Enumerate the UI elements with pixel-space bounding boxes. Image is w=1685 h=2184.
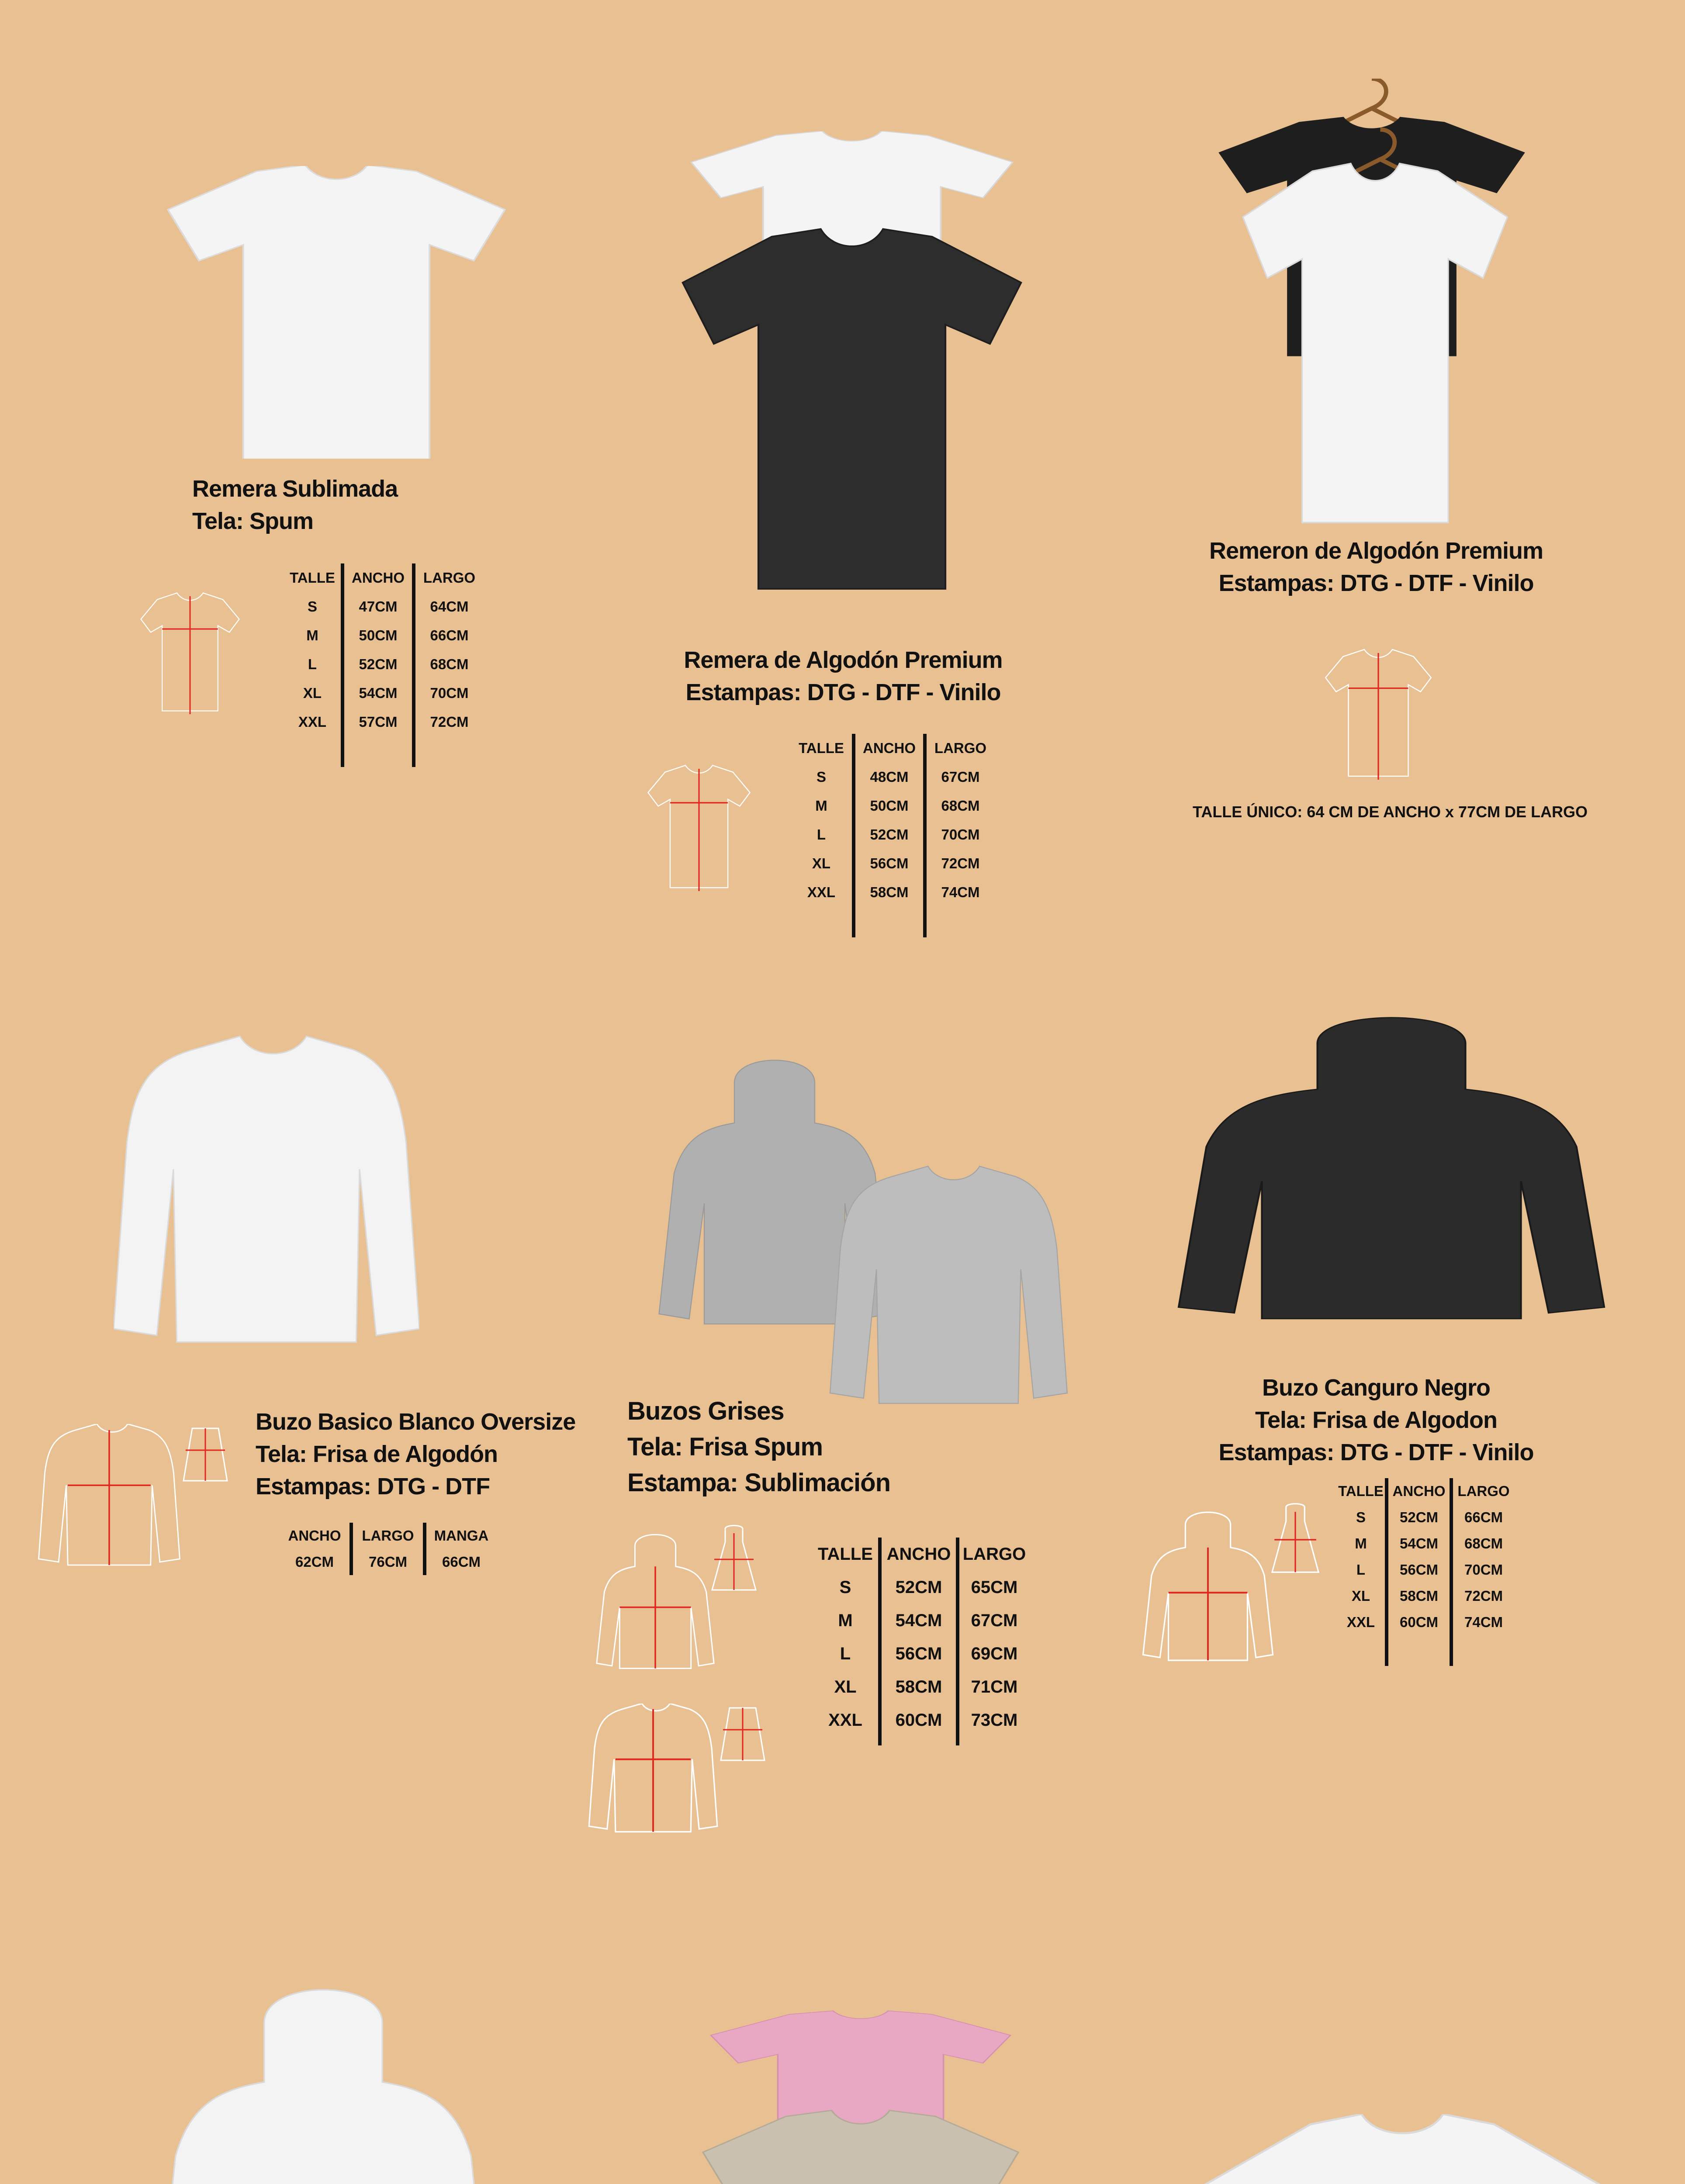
measure-sketch-tee-2 <box>638 747 760 913</box>
measure-sketch-tee-3 <box>1315 633 1442 799</box>
size-table-1: TALLE S M L XL XXL ANCHO 47CM 50CM 52CM 54CM 57CM LARGO 64CM 66CM 68CM 70CM 72CM <box>284 563 483 767</box>
measure-sketch-hood-black <box>1140 1503 1276 1669</box>
product-photo-canguro-blanco <box>144 1979 502 2184</box>
single-size-label: TALLE ÚNICO: 64 CM DE ANCHO x 77CM DE LARGO <box>1193 803 1588 821</box>
measure-sketch-sweat-grey <box>585 1704 721 1835</box>
size-table-6: TALLE S M L XL XXL ANCHO 52CM 54CM 56CM 58CM 60CM LARGO 66CM 68CM 70CM 72CM 74CM <box>1337 1478 1514 1666</box>
product-photo-buzo-basico <box>114 1022 419 1363</box>
product-title-3: Remeron de Algodón Premium Estampas: DTG - DTF - Vinilo <box>1209 538 1543 596</box>
product-photo-remera-oversize <box>695 2009 1027 2184</box>
product-photo-remera-algodon <box>673 131 1031 594</box>
product-photo-remeron <box>1210 79 1533 529</box>
size-table-2: TALLE S M L XL XXL ANCHO 48CM 50CM 52CM 56CM 58CM LARGO 67CM 68CM 70CM 72CM 74CM <box>791 734 994 937</box>
product-title-6: Buzo Canguro Negro Tela: Frisa de Algodon Estampas: DTG - DTF - Vinilo <box>1218 1375 1534 1465</box>
product-title-5: Buzos Grises Tela: Frisa Spum Estampa: Sublimación <box>627 1397 891 1497</box>
measure-sketch-hood-grey-side <box>708 1524 760 1594</box>
measure-sketch-sweat-grey-side <box>716 1704 769 1765</box>
measure-sketch-hood-grey <box>594 1524 716 1677</box>
size-table-5: TALLE S M L XL XXL ANCHO 52CM 54CM 56CM 58CM 60CM LARGO 65CM 67CM 69CM 71CM 73CM <box>813 1538 1029 1745</box>
product-photo-buzos-grises <box>655 1044 1070 1437</box>
product-title-4: Buzo Basico Blanco Oversize Tela: Frisa de Algodón Estampas: DTG - DTF <box>256 1409 576 1500</box>
product-photo-remera-sublimada <box>157 166 516 459</box>
product-title-1: Remera Sublimada Tela: Spum <box>192 476 398 534</box>
measure-sketch-tee <box>131 572 249 738</box>
measure-sketch-hood-black-side <box>1267 1503 1324 1577</box>
product-title-2: Remera de Algodón Premium Estampas: DTG - DTF - Vinilo <box>684 647 1003 705</box>
measure-sketch-sweat-front <box>35 1424 183 1568</box>
product-photo-baby-tees <box>1197 2114 1608 2184</box>
size-table-4: ANCHO 62CM LARGO 76CM MANGA 66CM <box>280 1523 496 1575</box>
product-photo-canguro-negro <box>1162 1009 1621 1324</box>
measure-sketch-sweat-side <box>179 1424 232 1485</box>
